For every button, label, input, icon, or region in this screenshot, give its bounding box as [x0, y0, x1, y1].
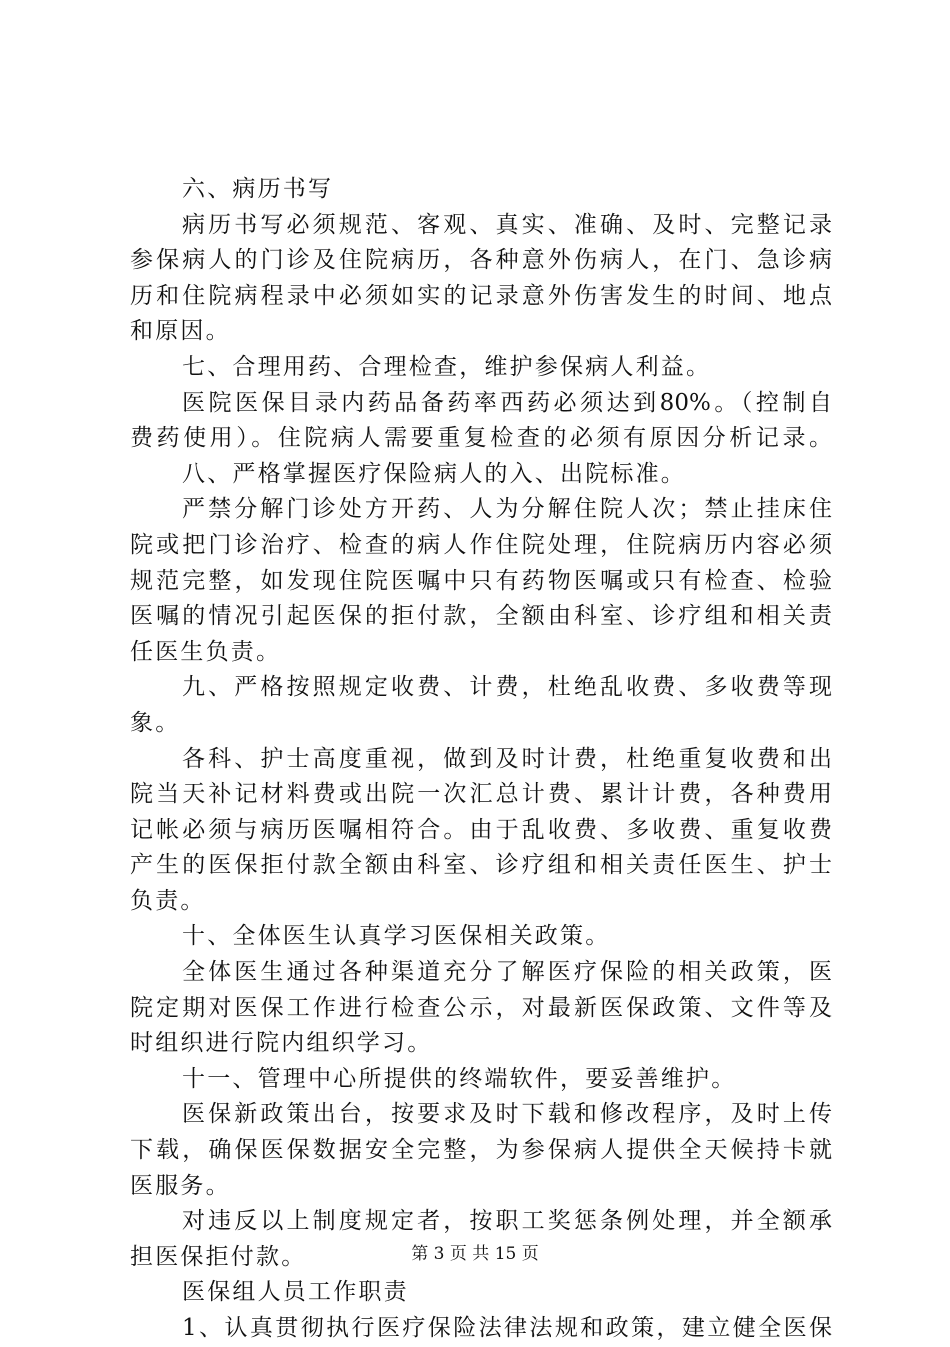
text-line: 院当天补记材料费或出院一次汇总计费、累计计费，各种费用 [130, 781, 832, 808]
text-line: 六、病历书写 [182, 176, 334, 202]
text-line: 严禁分解门诊处方开药、人为分解住院人次；禁止挂床住 [182, 496, 832, 523]
text-line: 历和住院病程录中必须如实的记录意外伤害发生的时间、地点 [130, 282, 832, 309]
text-line: 医嘱的情况引起医保的拒付款，全额由科室、诊疗组和相关责 [130, 603, 832, 630]
text-line: 规范完整，如发现住院医嘱中只有药物医嘱或只有检查、检验 [130, 567, 832, 594]
text-line: 下载，确保医保数据安全完整，为参保病人提供全天候持卡就 [130, 1137, 832, 1164]
text-line: 十一、管理中心所提供的终端软件，要妥善维护。 [182, 1065, 737, 1092]
text-line: 产生的医保拒付款全额由科室、诊疗组和相关责任医生、护士 [130, 852, 832, 879]
text-line: 医保组人员工作职责 [182, 1279, 409, 1306]
text-line: 七、合理用药、合理检查，维护参保病人利益。 [182, 353, 712, 380]
text-line: 费药使用）。住院病人需要重复检查的必须有原因分析记录。 [130, 425, 832, 452]
text-line: 担医保拒付款。 [130, 1243, 307, 1270]
text-line: 任医生负责。 [130, 638, 282, 665]
text-line: 十、全体医生认真学习医保相关政策。 [182, 923, 611, 950]
text-line: 医保新政策出台，按要求及时下载和修改程序，及时上传 [182, 1101, 832, 1128]
text-line: 医服务。 [130, 1172, 231, 1199]
page-footer: 第 3 页 共 15 页 [411, 1244, 539, 1264]
text-line: 1、认真贯彻执行医疗保险法律法规和政策，建立健全医保 [182, 1315, 832, 1341]
text-line: 全体医生通过各种渠道充分了解医疗保险的相关政策，医 [182, 959, 832, 986]
text-line: 院或把门诊治疗、检查的病人作住院处理，住院病历内容必须 [130, 531, 832, 558]
text-line: 负责。 [130, 887, 206, 914]
text-line: 记帐必须与病历医嘱相符合。由于乱收费、多收费、重复收费 [130, 816, 832, 843]
text-line: 医院医保目录内药品备药率西药必须达到80%。（控制自 [182, 389, 832, 416]
text-line: 参保病人的门诊及住院病历，各种意外伤病人，在门、急诊病 [130, 247, 832, 274]
document-body [130, 172, 832, 1347]
text-line: 时组织进行院内组织学习。 [130, 1030, 433, 1057]
text-line: 各科、护士高度重视，做到及时计费，杜绝重复收费和出 [182, 745, 832, 772]
text-line: 对违反以上制度规定者，按职工奖惩条例处理，并全额承 [182, 1208, 832, 1235]
text-line: 九、严格按照规定收费、计费，杜绝乱收费、多收费等现 [182, 674, 832, 701]
text-line: 和原因。 [130, 318, 231, 345]
text-line: 院定期对医保工作进行检查公示，对最新医保政策、文件等及 [130, 994, 832, 1021]
text-line: 八、严格掌握医疗保险病人的入、出院标准。 [182, 460, 686, 487]
text-line: 象。 [130, 709, 181, 736]
text-line: 病历书写必须规范、客观、真实、准确、及时、完整记录 [182, 211, 832, 238]
